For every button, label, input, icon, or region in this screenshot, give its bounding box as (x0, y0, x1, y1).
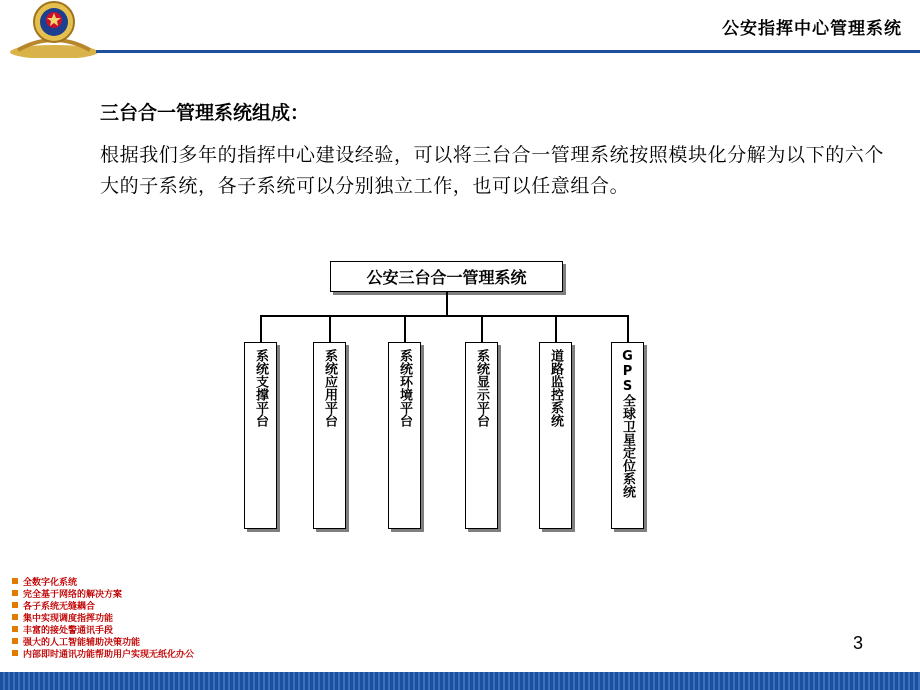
feature-bullet-list (12, 575, 194, 659)
connector-child-1 (260, 315, 262, 342)
diagram-child-box: 系统环境平台 (388, 342, 421, 529)
bullet-square-icon (12, 638, 18, 644)
diagram-child-box: 系统显示平台 (465, 342, 498, 529)
bullet-square-icon (12, 614, 18, 620)
bullet-square-icon (12, 602, 18, 608)
bullet-square-icon (12, 578, 18, 584)
connector-child-5 (555, 315, 557, 342)
connector-child-3 (404, 315, 406, 342)
connector-horizontal (260, 315, 628, 317)
diagram-child-box: 系统应用平台 (313, 342, 346, 529)
list-item: 丰富的接处警通讯手段 (12, 623, 194, 635)
list-item: 完全基于网络的解决方案 (12, 587, 194, 599)
section-title: 三台合一管理系统组成： (100, 102, 310, 124)
connector-child-2 (329, 315, 331, 342)
header-divider (96, 50, 920, 53)
footer-bar (0, 672, 920, 690)
diagram-child-box: 系统支撑平台 (244, 342, 277, 529)
diagram-child-box: 道路监控系统 (539, 342, 572, 529)
page-number: 3 (853, 633, 864, 653)
list-item: 全数字化系统 (12, 575, 194, 587)
list-item: 内部即时通讯功能帮助用户实现无纸化办公 (12, 647, 194, 659)
connector-child-6 (627, 315, 629, 342)
list-item: 集中实现调度指挥功能 (12, 611, 194, 623)
diagram-child-box: GPS全球卫星定位系统 (611, 342, 644, 529)
body-paragraph: 根据我们多年的指挥中心建设经验，可以将三台合一管理系统按照模块化分解为以下的六个大的子系统，各子系统可以分别独立工作，也可以任意组合。 (100, 144, 885, 197)
connector-child-4 (481, 315, 483, 342)
police-emblem-logo (8, 0, 100, 58)
list-item: 各子系统无缝耦合 (12, 599, 194, 611)
connector-root-vertical (446, 292, 448, 316)
diagram-root-box: 公安三台合一管理系统 (330, 261, 563, 292)
list-item: 强大的人工智能辅助决策功能 (12, 635, 194, 647)
header-title: 公安指挥中心管理系统 (722, 19, 902, 39)
bullet-square-icon (12, 626, 18, 632)
bullet-square-icon (12, 590, 18, 596)
bullet-square-icon (12, 650, 18, 656)
